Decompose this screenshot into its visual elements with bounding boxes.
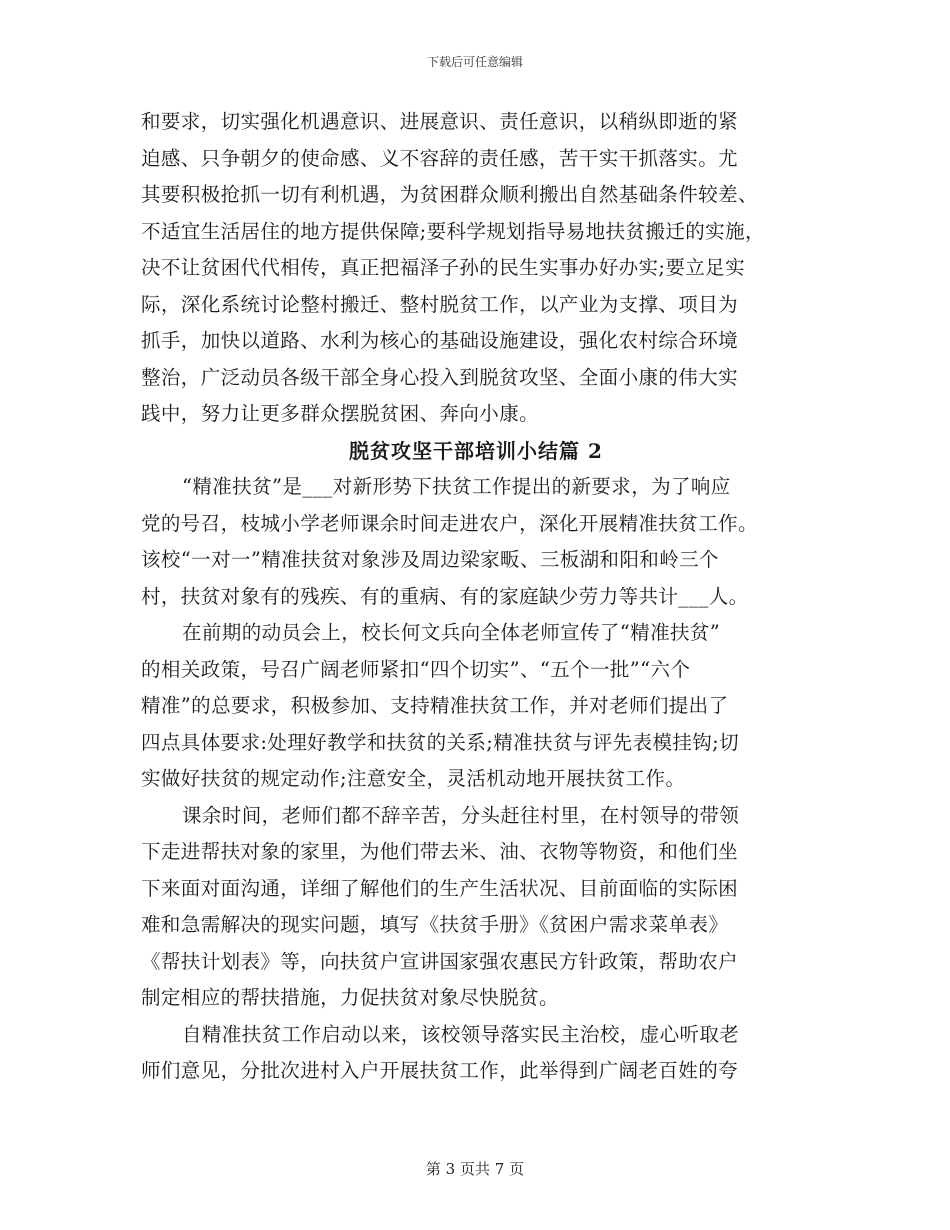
text-line: 下来面对面沟通，详细了解他们的生产生活状况、目前面临的实际困 bbox=[141, 876, 739, 900]
page-header: 下载后可任意编辑 bbox=[426, 55, 523, 69]
paragraph-first-line: 课余时间，老师们都不辞辛苦，分头赶往村里，在村领导的带领 bbox=[182, 803, 740, 827]
text-line: 村，扶贫对象有的残疾、有的重病、有的家庭缺少劳力等共计___人。 bbox=[141, 584, 749, 608]
text-line: 实做好扶贫的规定动作;注意安全，灵活机动地开展扶贫工作。 bbox=[141, 767, 686, 790]
paragraph-first-line: 自精准扶贫工作启动以来，该校领导落实民主治校，虚心听取老 bbox=[182, 1022, 740, 1046]
text-line: 《帮扶计划表》等，向扶贫户宣讲国家强农惠民方针政策，帮助农户 bbox=[141, 949, 739, 973]
section-heading: 脱贫攻坚干部培训小结篇 2 bbox=[349, 438, 603, 463]
page-footer: 第 3 页共 7 页 bbox=[425, 1160, 525, 1178]
text-line: 不适宜生活居住的地方提供保障;要科学规划指导易地扶贫搬迁的实施， bbox=[141, 219, 765, 243]
text-line: 抓手，加快以道路、水利为核心的基础设施建设，强化农村综合环境 bbox=[141, 329, 739, 352]
paragraph-first-line: 在前期的动员会上，校长何文兵向全体老师宣传了“精准扶贫” bbox=[182, 621, 721, 644]
paragraph-first-line: “精准扶贫”是___对新形势下扶贫工作提出的新要求，为了响应 bbox=[182, 475, 731, 498]
text-line: 和要求，切实强化机遇意识、进展意识、责任意识，以稍纵即逝的紧 bbox=[141, 110, 739, 133]
text-line: 其要积极抢抓一切有利机遇，为贫困群众顺利搬出自然基础条件较差、 bbox=[141, 183, 758, 206]
text-line: 党的号召，枝城小学老师课余时间走进农户，深化开展精准扶贫工作。 bbox=[141, 511, 758, 535]
text-line: 决不让贫困代代相传，真正把福泽子孙的民生实事办好办实;要立足实 bbox=[141, 256, 745, 279]
text-line: 精准”的总要求，积极参加、支持精准扶贫工作，并对老师们提出了 bbox=[141, 694, 729, 717]
text-line: 的相关政策，号召广阔老师紧扣“四个切实”、“五个一批”“六个 bbox=[141, 657, 691, 681]
text-line: 制定相应的帮扶措施，力促扶贫对象尽快脱贫。 bbox=[141, 986, 559, 1009]
text-line: 该校“一对一”精准扶贫对象涉及周边梁家畈、三板湖和阳和岭三个 bbox=[141, 548, 719, 571]
text-line: 难和急需解决的现实问题，填写《扶贫手册》《贫困户需求菜单表》 bbox=[141, 913, 729, 936]
text-line: 践中，努力让更多群众摆脱贫困、奔向小康。 bbox=[141, 402, 540, 425]
text-line: 四点具体要求:处理好教学和扶贫的关系;精准扶贫与评先表模挂钩;切 bbox=[141, 730, 740, 754]
text-line: 迫感、只争朝夕的使命感、义不容辞的责任感，苦干实干抓落实。尤 bbox=[141, 146, 739, 170]
text-line: 下走进帮扶对象的家里，为他们带去米、油、衣物等物资，和他们坐 bbox=[141, 840, 739, 863]
document-body bbox=[141, 104, 811, 1090]
text-line: 际，深化系统讨论整村搬迁、整村脱贫工作，以产业为支撑、项目为 bbox=[141, 292, 739, 316]
text-line: 师们意见，分批次进村入户开展扶贫工作，此举得到广阔老百姓的夸 bbox=[141, 1059, 739, 1082]
text-line: 整治，广泛动员各级干部全身心投入到脱贫攻坚、全面小康的伟大实 bbox=[141, 365, 739, 389]
